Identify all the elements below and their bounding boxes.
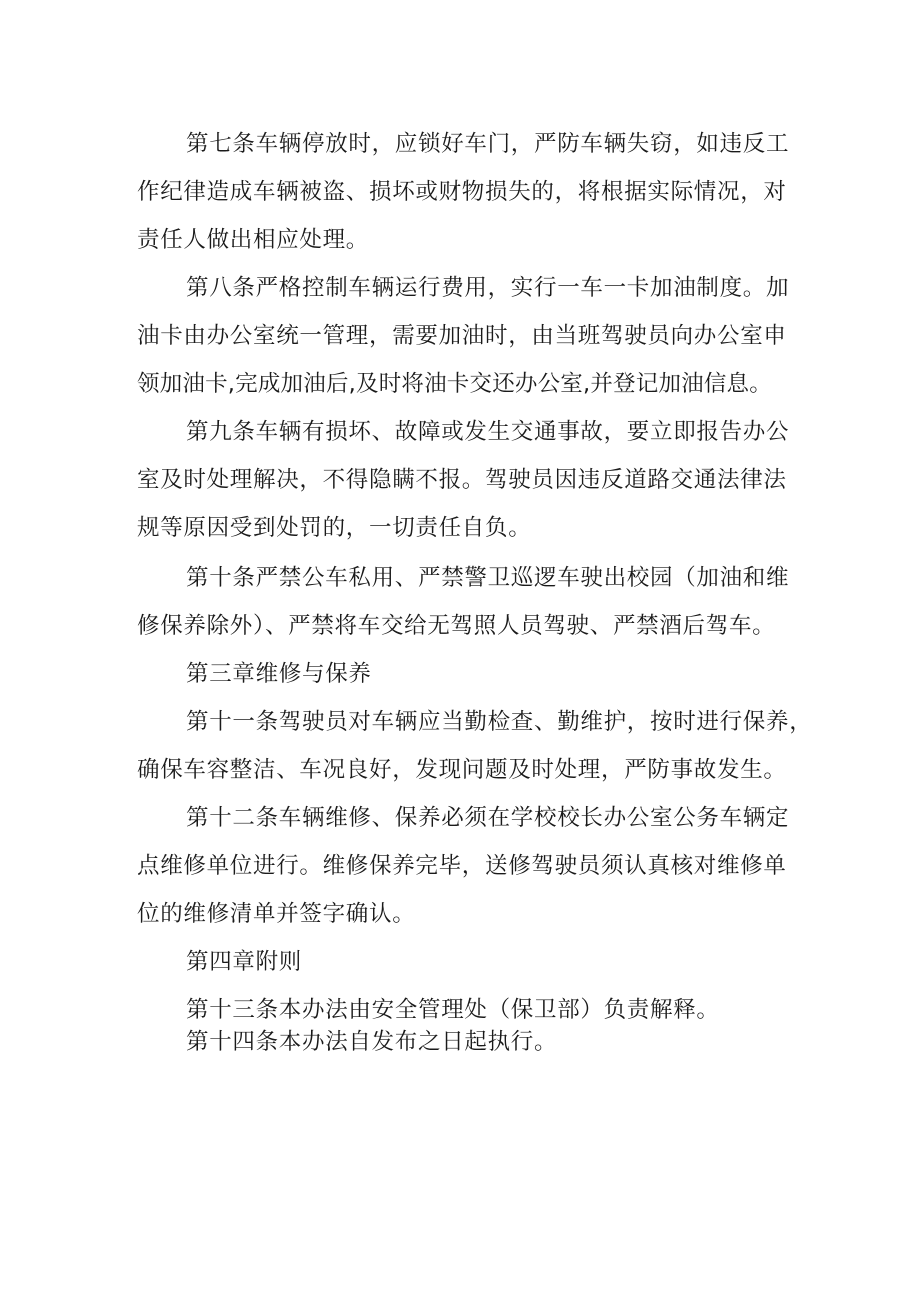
- article-14-line-1: 第十四条本办法自发布之日起执行。: [186, 1029, 558, 1055]
- article-12-line-2: 点维修单位进行。维修保养完毕，送修驾驶员须认真核对维修单: [137, 853, 787, 879]
- article-11-line-1: 第十一条驾驶员对车辆应当勤检查、勤维护，按时进行保养，: [186, 709, 813, 735]
- article-7-line-3: 责任人做出相应处理。: [137, 227, 370, 253]
- article-7-line-2: 作纪律造成车辆被盗、损坏或财物损失的，将根据实际情况，对: [137, 179, 787, 205]
- article-10-line-2: 修保养除外）、严禁将车交给无驾照人员驾驶、严禁酒后驾车。: [137, 613, 776, 639]
- article-11-line-2: 确保车容整洁、车况良好，发现问题及时处理，严防事故发生。: [137, 757, 787, 783]
- article-10-line-1: 第十条严禁公车私用、严禁警卫巡逻车驶出校园（加油和维: [186, 565, 790, 591]
- article-8-line-2: 油卡由办公室统一管理，需要加油时，由当班驾驶员向办公室申: [137, 323, 787, 349]
- article-7-line-1: 第七条车辆停放时，应锁好车门，严防车辆失窃，如违反工: [186, 131, 790, 157]
- article-12-line-1: 第十二条车辆维修、保养必须在学校校长办公室公务车辆定: [186, 805, 790, 831]
- article-9-line-2: 室及时处理解决，不得隐瞒不报。驾驶员因违反道路交通法律法: [137, 467, 787, 493]
- chapter-4-heading: 第四章附则: [186, 949, 303, 975]
- article-12-line-3: 位的维修清单并签字确认。: [137, 901, 416, 927]
- article-9-line-3: 规等原因受到处罚的，一切责任自负。: [137, 515, 532, 541]
- article-8-line-3: 领加油卡,完成加油后,及时将油卡交还办公室,并登记加油信息。: [137, 371, 772, 397]
- chapter-3-heading: 第三章维修与保养: [186, 661, 372, 687]
- article-9-line-1: 第九条车辆有损坏、故障或发生交通事故，要立即报告办公: [186, 419, 790, 445]
- article-8-line-1: 第八条严格控制车辆运行费用，实行一车一卡加油制度。加: [186, 275, 790, 301]
- article-13-line-1: 第十三条本办法由安全管理处（保卫部）负责解释。: [186, 997, 720, 1023]
